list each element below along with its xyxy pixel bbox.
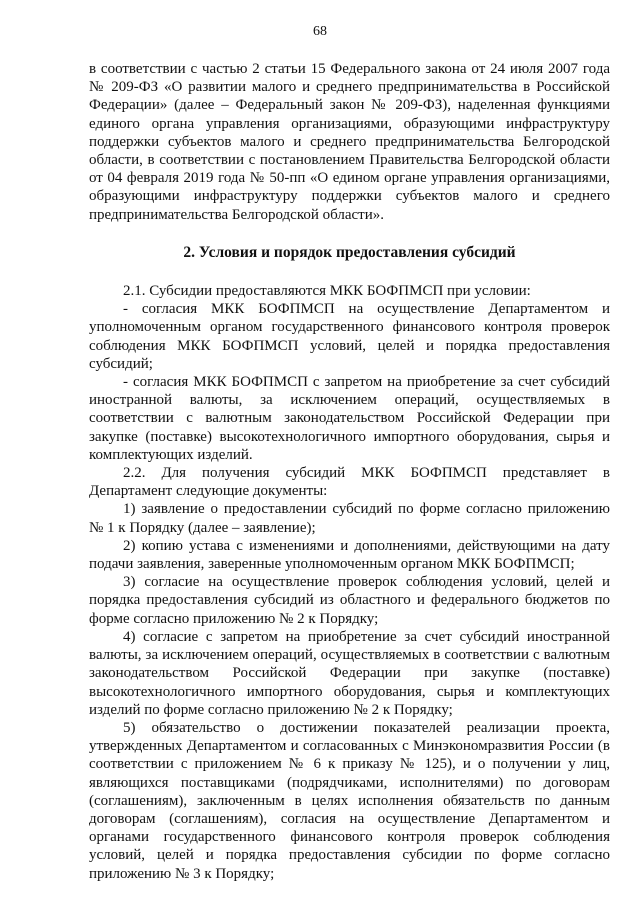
- document-body: [89, 60, 610, 883]
- document-item-4: 4) согласие с запретом на приобретение за счет субсидий иностранной валюты, за исключением операций, осуществляемых в соответствии с валютным законодательством Российской Федерации при закупке (поставке) высокотехнологичного импортного оборудования, сырья и комплектующих изделий по форме согласно приложению № 2 к Порядку;: [89, 628, 610, 718]
- condition-item-1: - согласия МКК БОФПМСП на осуществление Департаментом и уполномоченным органом государственного финансового контроля проверок соблюдения МКК БОФПМСП условий, целей и порядка предоставления субсидий;: [89, 301, 610, 372]
- document-item-2: 2) копию устава с изменениями и дополнениями, действующими на дату подачи заявления, заверенные уполномоченным органом МКК БОФПМСП;: [89, 537, 610, 573]
- clause-2-2: 2.2. Для получения субсидий МКК БОФПМСП представляет в Департамент следующие документы:: [89, 465, 610, 500]
- document-item-1: 1) заявление о предоставлении субсидий по форме согласно приложению № 1 к Порядку (далее – заявление);: [89, 501, 610, 536]
- page-number: 68: [313, 24, 327, 39]
- condition-item-2: - согласия МКК БОФПМСП с запретом на приобретение за счет субсидий иностранной валюты, за исключением операций, осуществляемых в соответствии с валютным законодательством Российской Федерации при закупке (поставке) высокотехнологичного импортного оборудования, сырья и комплектующих изделий.: [89, 374, 610, 463]
- intro-paragraph: в соответствии с частью 2 статьи 15 Федерального закона от 24 июля 2007 года № 209-ФЗ «О развитии малого и среднего предпринимательства в Российской Федерации» (далее – Федеральный закон № 209-ФЗ), наделенная функциями единого органа управления организациями, образующими инфраструктуру поддержки субъектов малого и среднего предпринимательства Белгородской области, в соответствии с постановлением Правительства Белгородской области от 04 февраля 2019 года № 50-пп «О едином органе управления организациями, образующими инфраструктуру поддержки субъектов малого и среднего предпринимательства Белгородской области».: [89, 61, 610, 223]
- document-item-5: 5) обязательство о достижении показателей реализации проекта, утвержденных Департаментом и согласованных с Минэкономразвития России (в соответствии с приложением № 6 к приказу № 125), и о получении у лиц, являющихся поставщиками (подрядчиками, исполнителями) по договорам (соглашениям), заключенным в целях исполнения обязательств по данным договорам (соглашениям), согласия на осуществление Департаментом и органами государственного финансового контроля проверок соблюдения условий, целей и порядка предоставления субсидии по форме согласно приложению № 3 к Порядку;: [89, 719, 610, 882]
- clause-2-1: 2.1. Субсидии предоставляются МКК БОФПМСП при условии:: [123, 283, 531, 300]
- section-heading: 2. Условия и порядок предоставления субсидий: [183, 243, 516, 261]
- document-item-3: 3) согласие на осуществление проверок соблюдения условий, целей и порядка предоставления субсидий из областного и федерального бюджетов по форме согласно приложению № 2 к Порядку;: [89, 574, 610, 627]
